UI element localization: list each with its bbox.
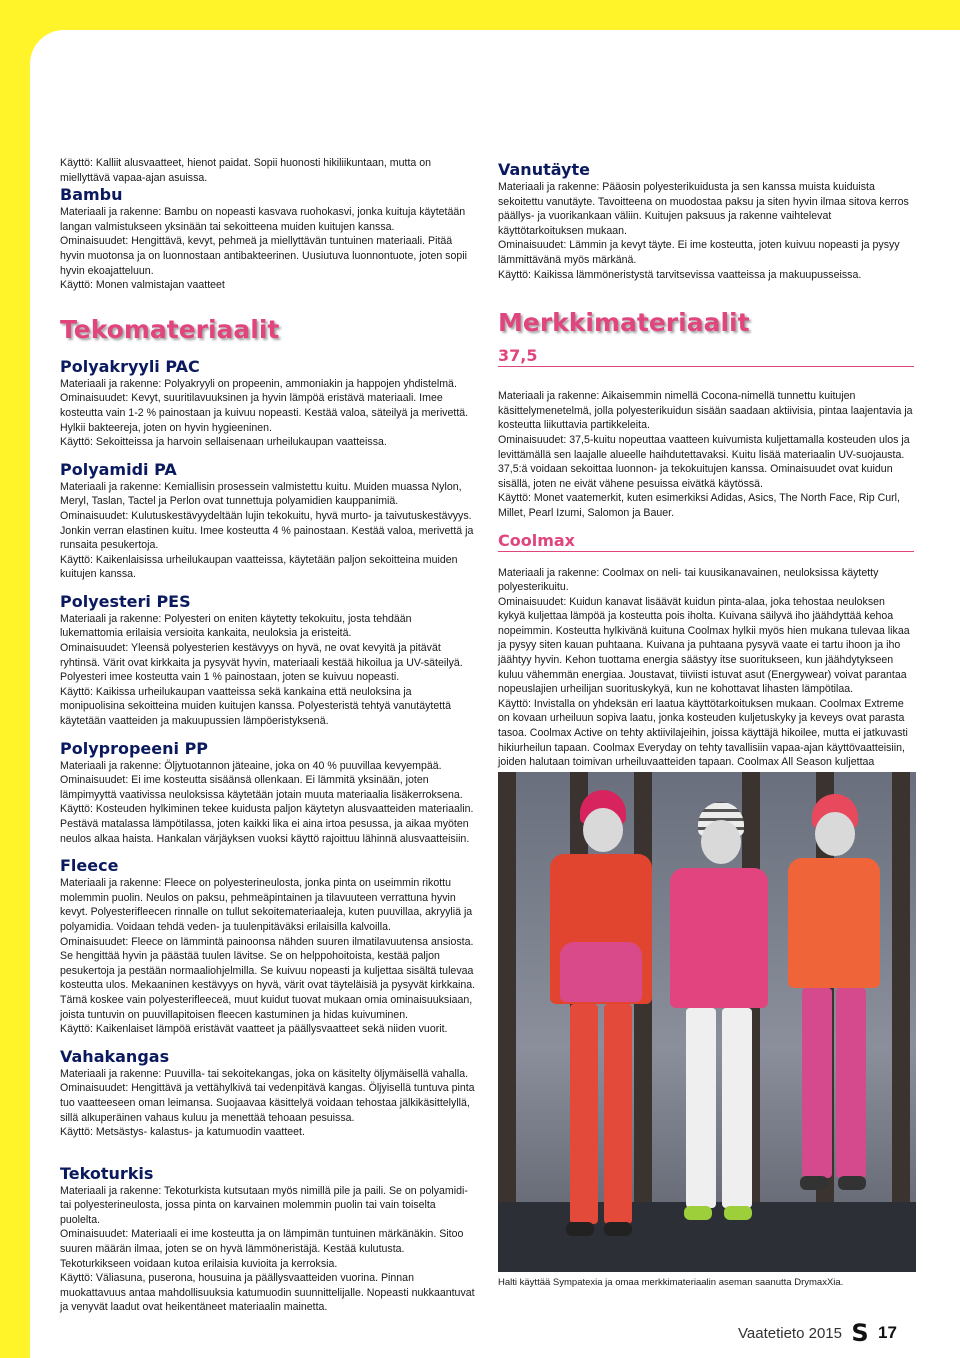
left-column (60, 156, 476, 1325)
shoe (566, 1222, 594, 1236)
text-pes: Materiaali ja rakenne: Polyesteri on eniten käytetty tekokuitu, josta tehdään lukemattomia erilaisia versioita kankaita, neuloksia ja eristeitä. Ominaisuudet: Yleensä polyesterien kestävyys on hyvä, ne ovat kevyitä ja pitävät ryhtinsä. Värit ovat kirkkaita ja pysyvät hyvin, materiaali kestää hikoilua ja UV-säteilyä. Polyesteri imee kosteutta vain 1 % painostaan, joten se kuivuu nopeasti. Käyttö: Kaikissa urheilukaupan vaatteissa sekä kankaina että neuloksina ja monipuolisina sekoitteina muiden kuitujen kanssa. Polyesteristä tehtyä vanutäytettä käytetään vaatteiden ja makuupussien lämpöeristyksenä. (60, 612, 463, 728)
shoe (838, 1176, 866, 1190)
section-tekoturkis (60, 1164, 476, 1315)
shoe (724, 1206, 752, 1220)
heading-coolmax-rule (498, 531, 914, 552)
mannequin-left (544, 772, 654, 1272)
shoe (684, 1206, 712, 1220)
section-pes (60, 592, 476, 729)
section-pp (60, 739, 476, 847)
section-bambu (60, 185, 476, 293)
heading-bambu: Bambu (60, 185, 123, 205)
text-tekoturkis: Materiaali ja rakenne: Tekoturkista kutsutaan myös nimillä pile ja paili. Se on polyamidi- tai polyesterineulosta, jossa pinta on karvainen molemmin puolin tai vain toiselta puolelta. Ominaisuudet: Materiaali ei ime kosteutta ja on lämpimän tuntuinen märkänäkin. Sitoo suuren määrän ilmaa, joten se on hyvä lämmöneristäjä. Kestää kulutusta. Tekoturkikseen voidaan kutoa erilaisia kuvioita ja kerroksia. Käyttö: Väliasuna, puserona, housuina ja päällysvaatteiden vuorina. Pinnan muokattavuus antaa mahdollisuuksia katumuodin suunnittelijalle. Nopeasti nukkaantuvat ja venyvät laadut ovat heikentäneet materiaalin mainetta. (60, 1184, 475, 1314)
text-vahakangas: Materiaali ja rakenne: Puuvilla- tai sekoitekangas, joka on käsitelty öljymäisellä vahalla. Ominaisuudet: Hengittävä ja vettähylkivä tai vedenpitävä kangas. Öljyisellä tuntuva pinta tuo vaatteeseen oman leimansa. Suojaavaa käsittelyä voidaan tehostaa jälkikäsittelyllä, sillä alkuperäinen vahaus kuluu ja menettää tehoaan pesuissa. Käyttö: Metsästys- kalastus- ja katumuodin vaatteet. (60, 1067, 475, 1139)
heading-fleece: Fleece (60, 856, 119, 876)
jacket-orange (788, 858, 880, 988)
heading-coolmax: Coolmax (498, 530, 575, 550)
heading-pa: Polyamidi PA (60, 459, 177, 479)
mannequin-photo (498, 772, 916, 1272)
pants-leg (604, 1004, 632, 1224)
heading-375: 37,5 (498, 346, 538, 366)
pants-leg (802, 988, 832, 1178)
pants-leg (686, 1008, 716, 1208)
mannequin-head (583, 808, 623, 852)
jacket-pink (670, 868, 768, 1008)
mannequin-right (778, 772, 888, 1272)
text-pp: Materiaali ja rakenne: Öljytuotannon jäteaine, joka on 40 % puuvillaa kevyempää. Ominaisuudet: Ei ime kosteutta sisäänsä ollenkaan. Ei lämmitä yksinään, joten lämpimyyttä vaativissa neuloksissa käytetään jotain muuta materiaalia lisäkerroksena. Käyttö: Kosteuden hylkiminen tekee kuidusta paljon käytetyn alusvaatteiden materiaalin. Pestävä matalassa lämpötilassa, joten kaikki lika ei aina irtoa pesussa, ja aikaa myöten neulos alkaa haista. Hankalan värjäyksen vuoksi käyttö rajoittuu lähinnä alusvaatteisiin. (60, 759, 474, 845)
section-375 (498, 389, 914, 520)
text-pac: Materiaali ja rakenne: Polyakryyli on propeenin, ammoniakin ja happojen yhdistelmä. Ominaisuudet: Kevyt, suuritilavuuksinen ja hyvin lämpöä eristävä materiaali. Imee kosteutta vain 1-2 % painostaan ja kuivuu nopeasti. Kestää valoa, säteilyä ja merivettä. Hylkii bakteereja, joten on hyvin hygieeninen. Käyttö: Sekoitteissa ja harvoin sellaisenaan urheilukaupan vaatteissa. (60, 377, 469, 449)
section-vanutayte (498, 160, 914, 282)
heading-tekomateriaalit: Tekomateriaalit (60, 314, 280, 344)
intro-paragraph: Käyttö: Kalliit alusvaatteet, hienot paidat. Sopii huonosti hikiliikuntaan, mutta on miellyttävä vapaa-ajan asuissa. (60, 157, 432, 184)
pants-leg (722, 1008, 752, 1208)
heading-pp: Polypropeeni PP (60, 738, 209, 758)
page-number: 17 (877, 1323, 897, 1342)
section-pa (60, 460, 476, 582)
footer-brand: Vaatetieto 2015 (738, 1324, 842, 1342)
text-coolmax: Materiaali ja rakenne: Coolmax on neli- tai kuusikanavainen, neuloksissa käytetty polyesterikuitu. Ominaisuudet: Kuidun kanavat lisäävät kuidun pinta-alaa, joka tehostaa neuloksen kykyä kuljettaa lämpöä ja kosteutta pois iholta. Kuivana säilyvä iho jäähdyttää kehoa nopeimmin. Kosteutta hylkivänä kuituna Coolmax hylkii myös hien mukana tulevaa likaa ja pysyy siten kauan puhtaana. Kuivana ja puhtaana pysyvä vaate ei tartu ihoon ja iho jäähtyy hyvin. Kehon tuottama energia säästyy itse suoritukseen, kun jäähdytykseen kuluu vähemmän energiaa. Joustavat, tiiviisti istuvat asut (Energywear) voivat parantaa nopeuslajien urheilijan suorituskykyä, kun ne kohottavat lihasten lämpötilaa. Käyttö: Invistalla on yhdeksän eri laatua käyttötarkoituksen mukaan. Coolmax Extreme on kovaan urheiluun sopiva laatu, jonka kosteuden kuljetuskyky ja keveys ovat parasta tasoa. Coolmax Active on tehty aktiivilajeihin, joissa käyttäjä hikoilee, mutta ei jatkuvasti hikiurheilun tapaan. Coolmax Everyday on tehty tavallisiin vapaa-ajan käyttövaatteisiin, joiden halutaan toimivan urheiluvaatteiden tapaan. Coolmax All Season kuljettaa (498, 566, 910, 769)
shoe (800, 1176, 828, 1190)
jacket-pink-panel (560, 942, 642, 1002)
pants-leg (836, 988, 866, 1178)
text-bambu: Materiaali ja rakenne: Bambu on nopeasti kasvava ruohokasvi, jonka kuituja käytetään langan valmistukseen yksinään tai sekoitteena muiden kuitujen kanssa. Ominaisuudet: Hengittävä, kevyt, pehmeä ja miellyttävän tuntuinen materiaali. Pitää hyvin muotonsa ja on luonnostaan antibakteerinen. Uusiutuva luonnontuote, joten sopii hyvin ekoajatteluun. Käyttö: Monen valmistajan vaatteet (60, 206, 467, 292)
heading-vahakangas: Vahakangas (60, 1046, 170, 1066)
heading-vanutayte: Vanutäyte (498, 160, 590, 179)
heading-merkkimateriaalit: Merkkimateriaalit (498, 308, 750, 338)
heading-pac: Polyakryyli PAC (60, 356, 200, 376)
page-footer (738, 1318, 928, 1348)
heading-pes: Polyesteri PES (60, 591, 191, 611)
text-vanutayte: Materiaali ja rakenne: Pääosin polyesterikuidusta ja sen kanssa muista kuiduista sekoitettu vanutäyte. Tavoitteena on muodostaa paksu ja siten hyvin ilmaa sitova kerros päällys- ja vuorikankaan väliin. Kuitujen paksuus ja rakenne vaihtelevat käyttötarkoituksen mukaan. Ominaisuudet: Lämmin ja kevyt täyte. Ei ime kosteutta, joten kuivuu nopeasti ja pysyy lämmittävänä myös märkänä. Käyttö: Kaikissa lämmöneristystä tarvitsevissa vaatteissa ja makuupusseissa. (498, 181, 909, 281)
section-pac (60, 357, 476, 450)
right-column (498, 160, 914, 799)
mannequin-middle (662, 772, 772, 1272)
text-pa: Materiaali ja rakenne: Kemiallisin prosessein valmistettu kuitu. Muiden muassa Nylon, Meryl, Taslan, Tactel ja Perlon ovat tunnettuja polyamidien kauppanimiä. Ominaisuudet: Kulutuskestävyydeltään lujin tekokuitu, hyvä murto- ja taivutuskestävyys. Jonkin verran elastinen kuitu. Imee kosteutta 4 % painostaan. Kestää valoa, merivettä ja runsaita pesukertoja. Käyttö: Kaikenlaisissa urheilukaupan vaatteissa, käytetään paljon sekoitteina muiden kuitujen kanssa. (60, 480, 474, 581)
mannequin-head (701, 820, 741, 864)
section-vahakangas (60, 1047, 476, 1140)
wall-slat (498, 772, 516, 1272)
section-fleece (60, 856, 476, 1037)
wall-slat (892, 772, 910, 1272)
mannequin-head (815, 812, 855, 856)
heading-tekoturkis: Tekoturkis (60, 1163, 154, 1183)
text-fleece: Materiaali ja rakenne: Fleece on polyesterineulosta, jonka pinta on useimmin rikottu molemmin puolin. Neulos on paksu, pehmeäpintainen ja tilavuuteen verrattuna hyvin kevyt. Polyesterifleecen rinnalle on tullut sekoitemateriaaleja, kuten puuvillaa, akryyliä ja polyamidia. Voidaan tehdä veden- ja tuulenpitäväksi erilaisilla kalvoilla. Ominaisuudet: Fleece on lämmintä painoonsa nähden suuren ilmatilavuutensa ansiosta. Se hengittää hyvin ja päästää tuulen lävitse. Se on helppohoitoista, kestää paljon pesukertoja ja pestään normaaliohjelmilla. Se kuivuu nopeasti ja kuljettaa sisältä tulevaa kosteutta ulos. Mekaaninen kestävyys on hyvä, värit ovat täyteläisiä ja pysyvät kirkkaina. Tämä koskee vain polyesterifleeceä, muut kuidut tuovat mukaan omia ominaisuuksiaan, joista tuntuvin on puuvillapitoisen fleecen kastuminen ja hidas kuivuminen. Käyttö: Kaikenlaiset lämpöä eristävät vaatteet ja päällysvaatteet sekä niiden vuorit. (60, 877, 476, 1036)
heading-375-rule (498, 346, 914, 367)
shoe (604, 1222, 632, 1236)
s-logo-icon: S (851, 1319, 869, 1347)
section-coolmax (498, 566, 914, 800)
pants-leg (570, 1004, 598, 1224)
photo-caption: Halti käyttää Sympatexia ja omaa merkkimateriaalin aseman saanutta DrymaxXia. (498, 1277, 844, 1288)
text-375: Materiaali ja rakenne: Aikaisemmin nimellä Cocona-nimellä tunnettu kuitujen käsittelymenetelmä, jolla polyesterikuidun sisään saadaan aktiivisia, pintaa laajentavia ja kosteutta liikuttavia partikkeleita. Ominaisuudet: 37,5-kuitu nopeuttaa vaatteen kuivumista kuljettamalla kosteuden ulos ja levittämällä sen laajalle alueelle haihdutettavaksi. Kuitu lisää materiaalin UV-suojausta. 37,5:ä voidaan sekoittaa luonnon- ja tekokuitujen kanssa. Ominaisuudet ovat kuidun sisällä, joten ne eivät vähene pesuissa eivätkä käytössä. Käyttö: Monet vaatemerkit, kuten esimerkiksi Adidas, Asics, The North Face, Rip Curl, Millet, Pearl Izumi, Salomon ja Bauer. (498, 390, 913, 519)
